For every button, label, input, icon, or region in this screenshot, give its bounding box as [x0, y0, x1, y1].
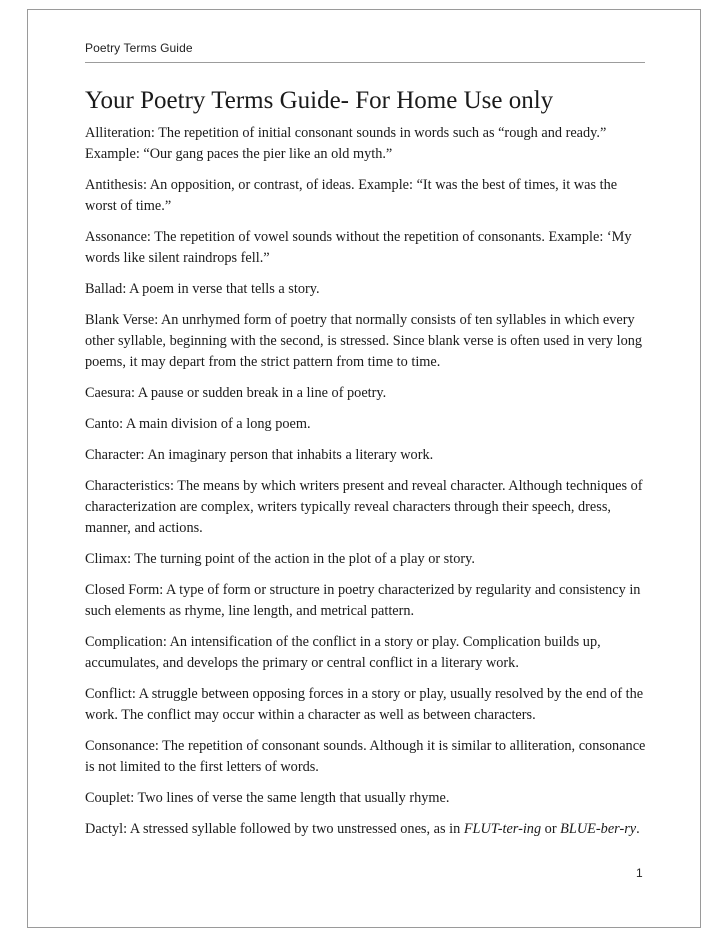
dactyl-definition: Dactyl: A stressed syllable followed by two unstressed ones, as in — [85, 821, 464, 837]
terms-list — [85, 123, 651, 850]
dactyl-example-fluttering: FLUT-ter-ing — [463, 821, 542, 837]
term-blank-verse: Blank Verse: An unrhymed form of poetry that normally consists of ten syllables in which every other syllable, beginning with the second, is stressed. Since blank verse is often used in very long poems, it may depart from the strict pattern from time to time. — [85, 312, 643, 370]
term-conflict: Conflict: A struggle between opposing forces in a story or play, usually resolved by the end of the work. The conflict may occur within a character as well as between characters. — [85, 686, 644, 723]
dactyl-end: . — [636, 821, 640, 837]
term-caesura: Caesura: A pause or sudden break in a line of poetry. — [85, 385, 387, 401]
term-consonance: Consonance: The repetition of consonant sounds. Although it is similar to alliteration, consonance is not limited to the first letters of words. — [85, 738, 646, 775]
term-ballad: Ballad: A poem in verse that tells a story. — [85, 281, 320, 297]
page-number: 1 — [636, 866, 643, 880]
term-assonance: Assonance: The repetition of vowel sounds without the repetition of consonants. Example: ‘My words like silent raindrops fell.” — [85, 229, 632, 266]
dactyl-example-blueberry: BLUE-ber-ry — [560, 821, 637, 837]
term-alliteration: Alliteration: The repetition of initial consonant sounds in words such as “rough and ready.” Example: “Our gang paces the pier like an old myth.” — [85, 125, 607, 162]
dactyl-connector: or — [541, 821, 561, 837]
document-title: Your Poetry Terms Guide- For Home Use only — [85, 87, 554, 114]
term-canto: Canto: A main division of a long poem. — [85, 416, 311, 432]
term-couplet: Couplet: Two lines of verse the same length that usually rhyme. — [85, 790, 450, 806]
term-complication: Complication: An intensification of the conflict in a story or play. Complication builds up, accumulates, and develops the primary or central conflict in a literary work. — [85, 634, 601, 671]
term-climax: Climax: The turning point of the action in the plot of a play or story. — [85, 551, 475, 567]
term-character: Character: An imaginary person that inhabits a literary work. — [85, 447, 434, 463]
term-closed-form: Closed Form: A type of form or structure in poetry characterized by regularity and consistency in such elements as rhyme, line length, and metrical pattern. — [85, 582, 641, 619]
header-divider — [85, 62, 645, 63]
running-header: Poetry Terms Guide — [85, 41, 193, 55]
term-antithesis: Antithesis: An opposition, or contrast, of ideas. Example: “It was the best of times, it was the worst of time.” — [85, 177, 618, 214]
term-characteristics: Characteristics: The means by which writers present and reveal character. Although techniques of characterization are complex, writers typically reveal characters through their speech, dress, manner, and actions. — [85, 478, 643, 536]
term-dactyl — [85, 819, 651, 840]
